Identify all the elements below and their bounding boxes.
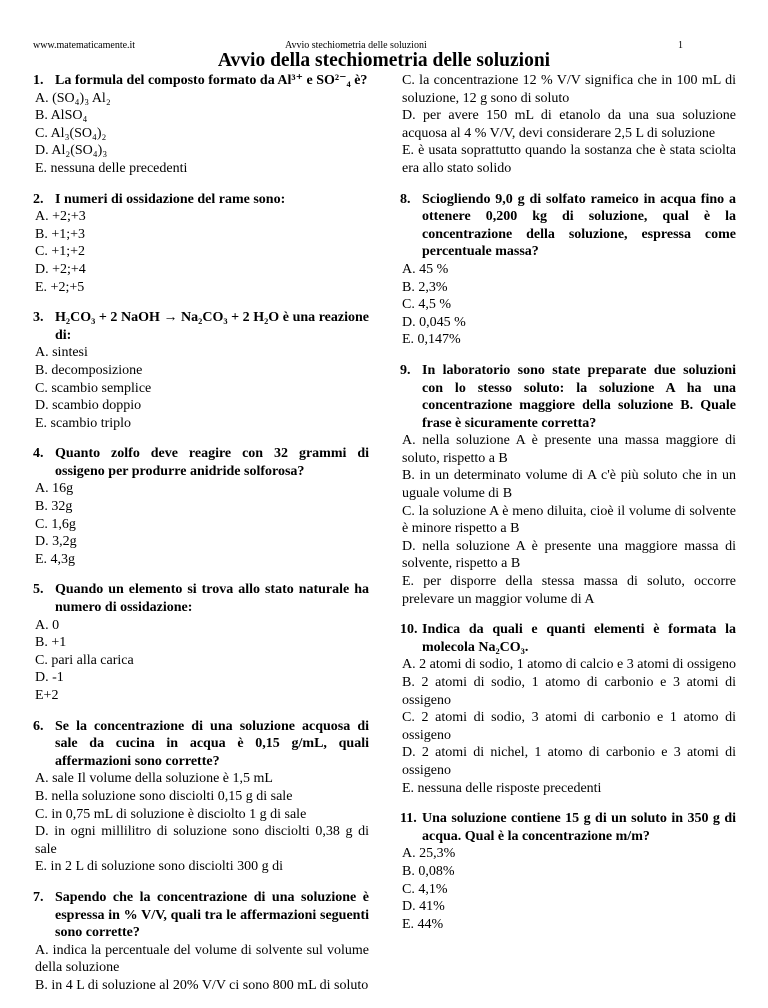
question-text: Sciogliendo 9,0 g di solfato rameico in acqua fino a ottenere 0,200 kg di soluzione, qual è la concentrazione della soluzione, espressa come percentuale massa? (422, 191, 736, 260)
option: B. 2 atomi di sodio, 1 atomo di carbonio e 3 atomi di ossigeno (402, 675, 736, 708)
right-column (400, 72, 736, 946)
question-text: In laboratorio sono state preparate due soluzioni con lo stesso soluto: la soluzione A ha una concentrazione maggiore della soluzione B. Quale frase è sicuramente corretta? (422, 362, 736, 431)
question-number: 10. (400, 622, 418, 638)
option: A. 25,3% (402, 846, 456, 862)
question-5 (33, 581, 369, 704)
option: A. +2;+3 (35, 209, 86, 225)
header-site: www.matematicamente.it (33, 40, 136, 51)
option: C. 2 atomi di sodio, 3 atomi di carbonio e 1 atomo di ossigeno (402, 710, 736, 743)
option: A. 16g (35, 481, 74, 497)
option: B. in 4 L di soluzione al 20% V/V ci sono 800 mL di soluto (35, 977, 369, 993)
option: C. +1;+2 (35, 244, 86, 260)
question-text: Una soluzione contiene 15 g di un soluto in 350 g di acqua. Qual è la concentrazione m/m? (422, 811, 736, 844)
header-page-number: 1 (678, 40, 683, 51)
option: D. in ogni millilitro di soluzione sono disciolti 0,38 g di sale (35, 824, 369, 857)
option: A. sintesi (35, 345, 88, 361)
question-9 (400, 362, 736, 608)
question-4 (33, 445, 369, 568)
question-6 (33, 718, 369, 876)
question-text: H₂CO₃ + 2 NaOH → Na₂CO₃ + 2 H₂O è una reazione di: (55, 310, 369, 343)
option: E. 44% (402, 916, 444, 932)
option: E. nessuna delle risposte precedenti (402, 780, 602, 796)
option: B. +1;+3 (35, 226, 86, 242)
option: E. scambio triplo (35, 415, 132, 431)
option: D. 41% (402, 899, 445, 915)
option: C. in 0,75 mL di soluzione è disciolto 1 g di sale (35, 806, 307, 822)
option: C. 4,5 % (402, 297, 451, 313)
option: C. scambio semplice (35, 380, 152, 396)
question-text: Sapendo che la concentrazione di una soluzione è espressa in % V/V, quali tra le affermazioni seguenti sono corrette? (55, 889, 369, 941)
question-1 (33, 72, 369, 178)
question-text: Indica da quali e quanti elementi è formata la molecola Na₂CO₃. (422, 622, 736, 655)
option: D. 3,2g (35, 534, 77, 550)
option: C. la concentrazione 12 % V/V significa che in 100 mL di soluzione, 12 g sono di soluto (402, 73, 736, 106)
question-7-continued (400, 72, 736, 178)
option: E. è usata soprattutto quando la sostanza che è stata sciolta era allo stato solido (402, 143, 736, 176)
question-3 (33, 309, 369, 432)
question-number: 1. (33, 73, 44, 88)
question-number: 4. (33, 446, 44, 462)
option: D. 2 atomi di nichel, 1 atomo di carbonio e 3 atomi di ossigeno (402, 745, 736, 778)
option: B. in un determinato volume di A c'è più soluto che in un uguale volume di B (402, 468, 736, 502)
option: C. pari alla carica (35, 652, 134, 668)
question-number: 6. (33, 718, 44, 734)
option: A. (SO₄)₃ Al₂ (35, 90, 111, 106)
option: A. 2 atomi di sodio, 1 atomo di calcio e 3 atomi di ossigeno (402, 657, 737, 673)
question-number: 11. (400, 811, 417, 827)
question-number: 5. (33, 582, 44, 598)
option: B. 32g (35, 499, 73, 515)
header-doc-title: Avvio stechiometria delle soluzioni (285, 40, 427, 51)
option: E. 4,3g (35, 551, 76, 567)
question-number: 7. (33, 889, 44, 905)
question-number: 2. (33, 191, 44, 207)
option: B. nella soluzione sono disciolti 0,15 g di sale (35, 788, 293, 804)
question-text: Quanto zolfo deve reagire con 32 grammi di ossigeno per produrre anidride solforosa? (55, 446, 369, 479)
option: E. in 2 L di soluzione sono disciolti 300 g di (35, 859, 283, 875)
option: A. indica la percentuale del volume di solvente sul volume della soluzione (35, 942, 369, 976)
option: E+2 (35, 688, 59, 703)
option: D. -1 (35, 670, 64, 686)
question-number: 8. (400, 191, 411, 207)
question-text: I numeri di ossidazione del rame sono: (55, 191, 286, 207)
question-8 (400, 191, 736, 349)
question-text: La formula del composto formato da Al³⁺ e SO²⁻₄ è? (55, 73, 368, 88)
option: E. 0,147% (402, 332, 461, 348)
option: D. 0,045 % (402, 314, 466, 330)
option: B. AlSO₄ (35, 108, 88, 124)
option: E. per disporre della stessa massa di soluto, occorre prelevare un maggior volume di A (402, 574, 736, 607)
option: C. 4,1% (402, 881, 448, 897)
option: A. nella soluzione A è presente una massa maggiore di soluto, rispetto a B (402, 433, 736, 466)
question-10 (400, 621, 736, 797)
left-column (33, 72, 369, 1008)
question-number: 3. (33, 310, 44, 326)
option: C. Al₃(SO₄)₂ (35, 125, 107, 141)
option: C. la soluzione A è meno diluita, cioè il volume di solvente è minore rispetto a B (402, 503, 736, 537)
option: D. per avere 150 mL di etanolo da una sua soluzione acquosa al 4 % V/V, devi considerare 2,5 L di soluzione (402, 108, 736, 141)
option: B. 2,3% (402, 279, 448, 295)
option: B. 0,08% (402, 863, 455, 879)
option: C. 1,6g (35, 516, 76, 532)
option: D. +2;+4 (35, 261, 86, 277)
option: D. scambio doppio (35, 398, 142, 414)
option: D. Al₂(SO₄)₃ (35, 143, 108, 159)
question-11 (400, 810, 736, 933)
question-7 (33, 889, 369, 995)
option: E. +2;+5 (35, 279, 85, 295)
option: A. 0 (35, 617, 60, 633)
option: A. 45 % (402, 261, 449, 277)
option: E. nessuna delle precedenti (35, 160, 188, 176)
option: D. nella soluzione A è presente una maggiore massa di solvente, rispetto a B (402, 538, 736, 572)
question-text: Se la concentrazione di una soluzione acquosa di sale da cucina in acqua è 0,15 g/mL, quali affermazioni sono corrette? (55, 718, 369, 769)
page-title: Avvio della stechiometria delle soluzioni (217, 50, 551, 71)
question-text: Quando un elemento si trova allo stato naturale ha numero di ossidazione: (55, 582, 369, 616)
option: A. sale Il volume della soluzione è 1,5 mL (35, 771, 273, 787)
option: B. +1 (35, 635, 67, 651)
question-2 (33, 191, 369, 297)
option: B. decomposizione (35, 362, 143, 378)
question-number: 9. (400, 362, 411, 378)
